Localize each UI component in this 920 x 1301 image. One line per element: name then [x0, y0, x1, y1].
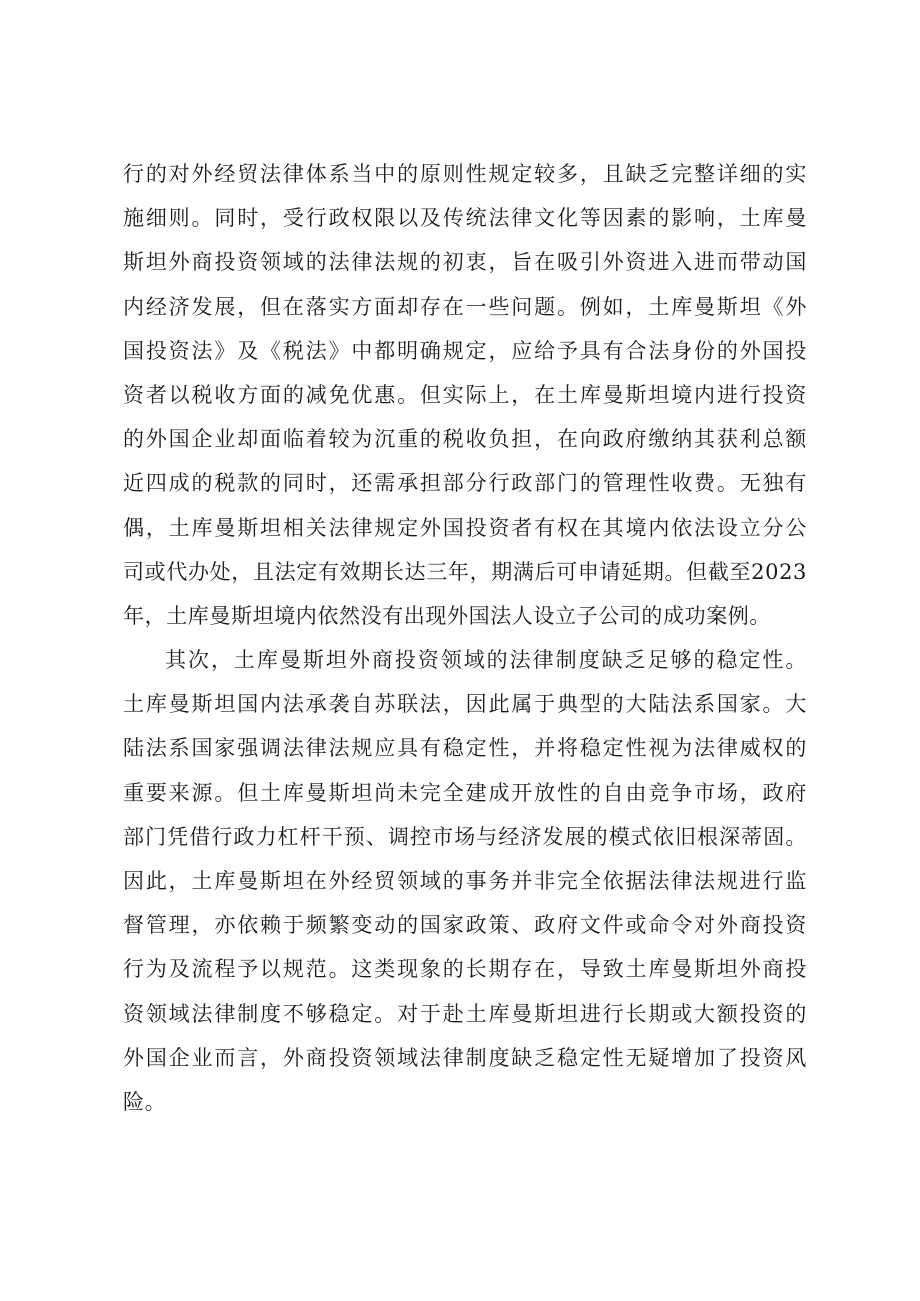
text-line: 司或代办处，且法定有效期长达三年，期满后可申请延期。但截至2023	[123, 559, 807, 584]
text-line: 资领域法律制度不够稳定。对于赴土库曼斯坦进行长期或大额投资的	[123, 1001, 807, 1026]
text-line: 外国企业而言，外商投资领域法律制度缺乏稳定性无疑增加了投资风	[123, 1045, 807, 1070]
text-line: 行为及流程予以规范。这类现象的长期存在，导致土库曼斯坦外商投	[123, 957, 807, 982]
text-line: 国投资法》及《税法》中都明确规定，应给予具有合法身份的外国投	[123, 338, 807, 363]
text-line: 年，土库曼斯坦境内依然没有出现外国法人设立子公司的成功案例。	[123, 603, 771, 628]
body-text	[123, 152, 807, 1124]
text-line: 陆法系国家强调法律法规应具有稳定性，并将稳定性视为法律威权的	[123, 736, 807, 761]
text-line: 土库曼斯坦国内法承袭自苏联法，因此属于典型的大陆法系国家。大	[123, 692, 807, 717]
text-line: 斯坦外商投资领域的法律法规的初衷，旨在吸引外资进入进而带动国	[123, 250, 807, 275]
text-line: 施细则。同时，受行政权限以及传统法律文化等因素的影响，土库曼	[123, 206, 807, 231]
text-line: 资者以税收方面的减免优惠。但实际上，在土库曼斯坦境内进行投资	[123, 382, 807, 407]
text-line: 的外国企业却面临着较为沉重的税收负担，在向政府缴纳其获利总额	[123, 427, 807, 452]
text-line: 重要来源。但土库曼斯坦尚未完全建成开放性的自由竞争市场，政府	[123, 780, 807, 805]
text-line: 部门凭借行政力杠杆干预、调控市场与经济发展的模式依旧根深蒂固。	[123, 824, 807, 849]
text-line: 督管理，亦依赖于频繁变动的国家政策、政府文件或命令对外商投资	[123, 913, 807, 938]
text-line: 其次，土库曼斯坦外商投资领域的法律制度缺乏足够的稳定性。	[165, 648, 807, 673]
paragraph-2	[123, 638, 807, 1124]
text-line: 因此，土库曼斯坦在外经贸领域的事务并非完全依据法律法规进行监	[123, 869, 807, 893]
text-line: 险。	[123, 1089, 167, 1114]
paragraph-1	[123, 152, 807, 638]
text-line: 行的对外经贸法律体系当中的原则性规定较多，且缺乏完整详细的实	[123, 162, 807, 186]
text-line: 内经济发展，但在落实方面却存在一些问题。例如，土库曼斯坦《外	[123, 294, 807, 319]
text-line: 偶，土库曼斯坦相关法律规定外国投资者有权在其境内依法设立分公	[123, 515, 807, 540]
text-line: 近四成的税款的同时，还需承担部分行政部门的管理性收费。无独有	[123, 471, 807, 496]
